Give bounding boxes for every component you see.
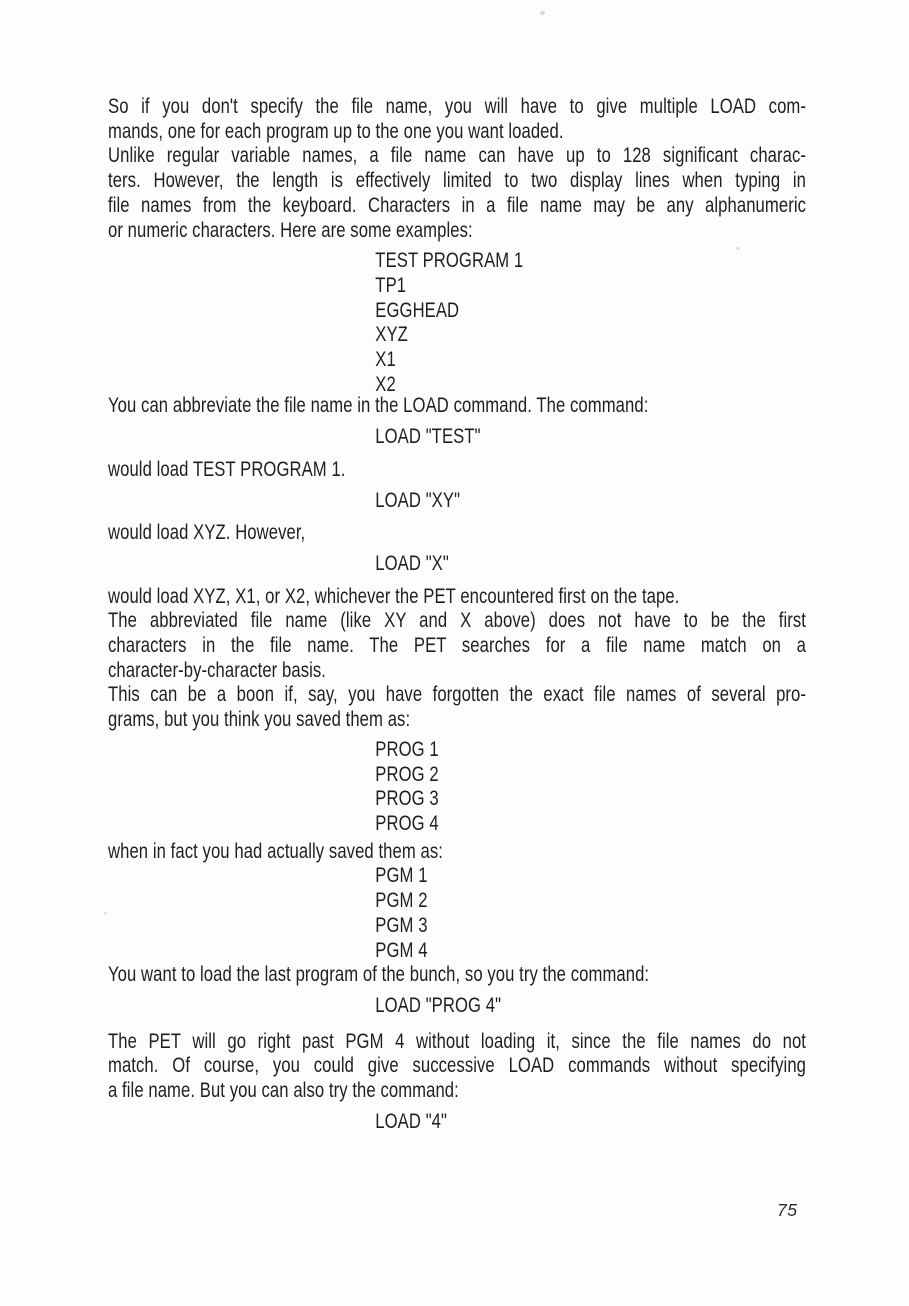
example-filenames-list [108,249,806,397]
text-line: mands, one for each program up to the one you want loaded. [108,119,564,143]
text-line: Unlike regular variable names, a file name can have up to 128 significant charac- [108,144,807,168]
scan-artifact [540,11,545,15]
paragraph-abbreviated-match [108,609,806,683]
text-line: The abbreviated file name (like XY and X above) does not have to be the first [108,609,807,633]
text-line: ters. However, the length is effectively limited to two display lines when typing in [108,169,807,193]
text-line: character-by-character basis. [108,658,327,682]
text-line: You want to load the last program of the bunch, so you try the command: [108,963,650,987]
command-load-4: LOAD "4" [375,1109,448,1133]
example-filename: XYZ [375,323,408,347]
command-load-xy: LOAD "XY" [375,488,461,512]
command-load-x: LOAD "X" [375,551,449,575]
paragraph-go-right-past [108,1030,806,1104]
paragraph-would-load-test [108,458,806,483]
example-filename: PGM 1 [375,864,428,888]
paragraph-load-multiple [108,95,806,144]
paragraph-boon [108,683,806,732]
text-line: characters in the file name. The PET searches for a file name match on a [108,634,807,658]
example-filename: X1 [375,348,396,372]
paragraph-abbreviate-intro [108,394,806,419]
scan-artifact [104,912,107,915]
text-line: This can be a boon if, say, you have forgotten the exact file names of several pro- [108,683,807,707]
text-line: match. Of course, you could give successive LOAD commands without specifying [108,1054,807,1078]
text-line: The PET will go right past PGM 4 without loading it, since the file names do not [108,1029,807,1053]
text-line: when in fact you had actually saved them as: [108,839,443,863]
command-load-test: LOAD "TEST" [375,425,481,449]
text-line: a file name. But you can also try the command: [108,1079,459,1103]
text-line: would load XYZ. However, [108,521,306,545]
paragraph-in-fact [108,840,806,865]
example-filename: PROG 1 [375,737,439,761]
paragraph-load-last [108,963,806,988]
example-filename: PGM 2 [375,889,428,913]
text-line: grams, but you think you saved them as: [108,708,411,732]
example-filename: PGM 3 [375,913,428,937]
pgm-list [108,864,806,963]
example-filename: PGM 4 [375,938,428,962]
text-line: would load XYZ, X1, or X2, whichever the PET encountered first on the tape. [108,584,680,608]
example-filename: TP1 [375,273,407,297]
text-line: or numeric characters. Here are some examples: [108,218,473,242]
text-line: file names from the keyboard. Characters in a file name may be any alphanumeric [108,193,807,217]
example-filename: X2 [375,372,396,396]
command-load-prog4: LOAD "PROG 4" [375,993,502,1017]
text-line: You can abbreviate the file name in the LOAD command. The command: [108,394,649,418]
page-number: 75 [777,1200,798,1220]
prog-list [108,738,806,837]
text-line: would load TEST PROGRAM 1. [108,457,346,481]
example-filename: EGGHEAD [375,298,460,322]
body-text [108,95,806,1142]
example-filename: PROG 3 [375,787,439,811]
paragraph-filename-rules [108,144,806,243]
example-filename: PROG 4 [375,811,439,835]
text-line: So if you don't specify the file name, you will have to give multiple LOAD com- [108,95,807,118]
example-filename: PROG 2 [375,762,439,786]
example-filename: TEST PROGRAM 1 [375,249,524,273]
paragraph-whichever-first [108,585,806,610]
paragraph-would-load-xyz [108,521,806,546]
